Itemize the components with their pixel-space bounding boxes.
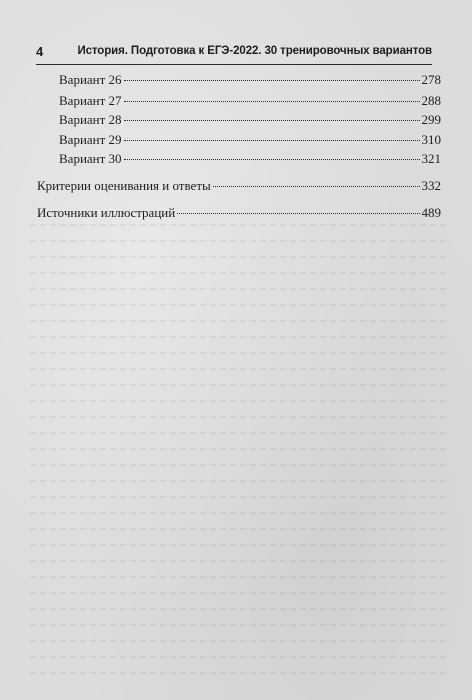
toc-entry-page: 278 [421, 72, 441, 87]
toc-entry-page: 310 [421, 132, 441, 147]
toc-entry-page: 299 [421, 112, 441, 127]
toc-entry-page: 321 [421, 151, 441, 166]
toc-entry-page: 489 [421, 205, 441, 220]
toc-entry-variant-28[interactable] [59, 110, 441, 130]
dot-leader [124, 80, 420, 81]
dot-leader [124, 140, 420, 141]
toc-entry-label: Вариант 29 [59, 132, 122, 147]
toc-entry-label: Вариант 27 [59, 93, 122, 108]
toc-entry-variant-30[interactable] [59, 149, 441, 169]
page-number: 4 [36, 44, 44, 59]
dot-leader [213, 186, 420, 187]
toc-entry-variant-26[interactable] [59, 70, 441, 90]
toc-entry-page: 288 [421, 93, 441, 108]
toc-entry-label: Вариант 30 [59, 151, 122, 166]
toc-entry-page: 332 [421, 178, 441, 193]
toc-entry-variant-29[interactable] [59, 130, 441, 150]
dot-leader [124, 101, 420, 102]
toc-entry-variant-27[interactable] [59, 91, 441, 111]
toc-entry-label: Источники иллюстраций [37, 205, 176, 220]
page-header [36, 44, 432, 65]
show-through-texture [30, 210, 450, 680]
dot-leader [177, 213, 419, 214]
toc-entry-label: Вариант 26 [59, 72, 122, 87]
toc-entry-illustration-sources[interactable] [37, 203, 441, 223]
running-title: История. Подготовка к ЕГЭ-2022. 30 тренировочных вариантов [77, 45, 432, 57]
toc-entry-label: Вариант 28 [59, 112, 122, 127]
toc-entry-criteria-answers[interactable] [37, 176, 441, 196]
dot-leader [124, 120, 420, 121]
dot-leader [124, 159, 420, 160]
toc-entry-label: Критерии оценивания и ответы [37, 178, 211, 193]
